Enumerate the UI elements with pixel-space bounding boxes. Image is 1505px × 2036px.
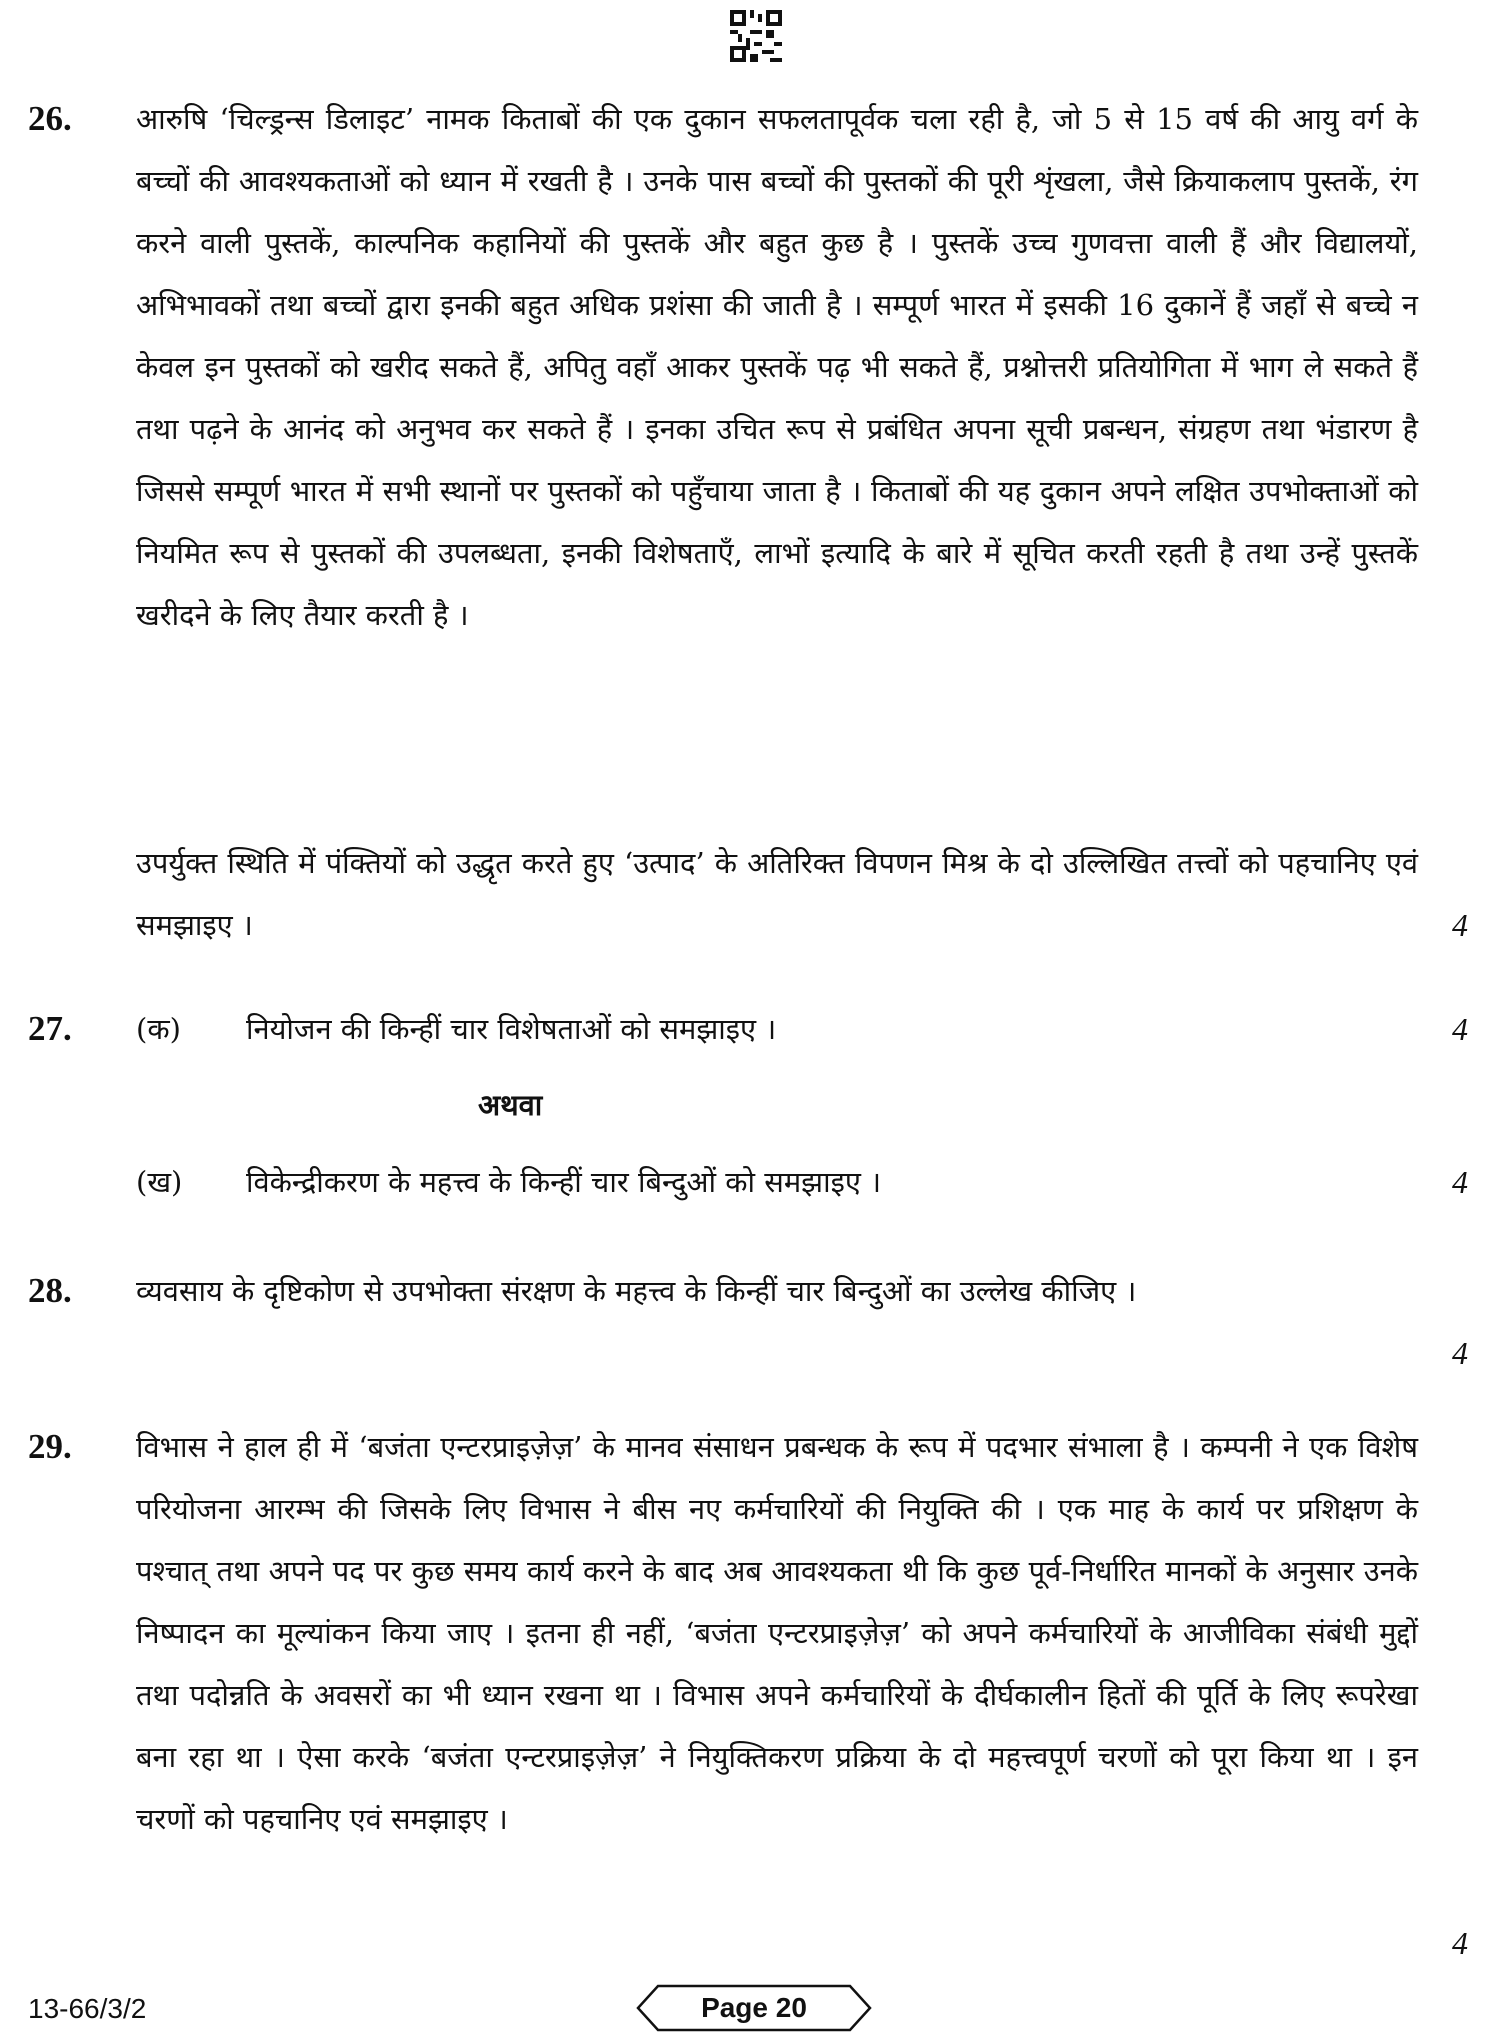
part-b-text: विकेन्द्रीकरण के महत्त्व के किन्हीं चार बिन्दुओं को समझाइए । [246,1165,882,1199]
question-26 [28,88,1468,958]
page-number-tag [636,1984,872,2032]
question-number: 27. [28,1009,72,1048]
marks: 4 [1452,1925,1468,1961]
marks: 4 [1452,1335,1468,1371]
question-text: आरुषि ‘चिल्ड्रन्स डिलाइट’ नामक किताबों की एक दुकान सफलतापूर्वक चला रही है, जो 5 से 15 वर्ष की आयु वर्ग के बच्चों की आवश्यकताओं को ध्यान में रखती है । उनके पास बच्चों की पुस्तकों की पूरी शृंखला, जैसे क्रियाकलाप पुस्तकें, रंग करने वाली पुस्तकें, काल्पनिक कहानियों की पुस्तकें और बहुत कुछ है । पुस्तकें उच्च गुणवत्ता वाली हैं और विद्यालयों, अभिभावकों तथा बच्चों द्वारा इनकी बहुत अधिक प्रशंसा की जाती है । सम्पूर्ण भारत में इसकी 16 दुकानें हैं जहाँ से बच्चे न केवल इन पुस्तकों को खरीद सकते हैं, अपितु वहाँ आकर पुस्तकें पढ़ भी सकते हैं, प्रश्नोत्तरी प्रतियोगिता में भाग ले सकते हैं तथा पढ़ने के आनंद को अनुभव कर सकते हैं । इनका उचित रूप से प्रबंधित अपना सूची प्रबन्धन, संग्रहण तथा भंडारण है जिससे सम्पूर्ण भारत में सभी स्थानों पर पुस्तकों को पहुँचाया जाता है । किताबों की यह दुकान अपने लक्षित उपभोक्ताओं को नियमित रूप से पुस्तकों की उपलब्धता, इनकी विशेषताएँ, लाभों इत्यादि के बारे में सूचित करती रहती है तथा उन्हें पुस्तकें खरीदने के लिए तैयार करती है । [136,102,1418,632]
question-29 [28,1416,1468,1976]
paper-code: 13-66/3/2 [28,1993,147,2024]
part-a-marks: 4 [1452,1011,1468,1047]
page-label: Page 20 [701,1992,807,2023]
or-label: अथवा [478,1088,543,1122]
question-number: 28. [28,1271,72,1310]
part-b-label: (ख) [136,1165,183,1199]
part-a-text: नियोजन की किन्हीं चार विशेषताओं को समझाइए । [246,1012,777,1046]
part-a-label: (क) [136,1012,181,1046]
marks: 4 [1452,907,1468,943]
question-number: 26. [28,99,72,138]
question-27 [28,998,1468,1218]
question-number: 29. [28,1427,72,1466]
question-text: व्यवसाय के दृष्टिकोण से उपभोक्ता संरक्षण के महत्त्व के किन्हीं चार बिन्दुओं का उल्लेख कीजिए । [136,1274,1137,1308]
qr-code [730,10,782,62]
question-prompt: उपर्युक्त स्थिति में पंक्तियों को उद्धृत करते हुए ‘उत्पाद’ के अतिरिक्त विपणन मिश्र के दो उल्लिखित तत्त्वों को पहचानिए एवं समझाइए । [136,846,1418,942]
question-text: विभास ने हाल ही में ‘बजंता एन्टरप्राइज़ेज़’ के मानव संसाधन प्रबन्धक के रूप में पदभार संभाला है । कम्पनी ने एक विशेष परियोजना आरम्भ की जिसके लिए विभास ने बीस नए कर्मचारियों की नियुक्ति की । एक माह के कार्य पर प्रशिक्षण के पश्चात् तथा अपने पद पर कुछ समय कार्य करने के बाद अब आवश्यकता थी कि कुछ पूर्व-निर्धारित मानकों के अनुसार उनके निष्पादन का मूल्यांकन किया जाए । इतना ही नहीं, ‘बजंता एन्टरप्राइज़ेज़’ को अपने कर्मचारियों के आजीविका संबंधी मुद्दों तथा पदोन्नति के अवसरों का भी ध्यान रखना था । विभास अपने कर्मचारियों के दीर्घकालीन हितों की पूर्ति के लिए रूपरेखा बना रहा था । ऐसा करके ‘बजंता एन्टरप्राइज़ेज़’ ने नियुक्तिकरण प्रक्रिया के दो महत्त्वपूर्ण चरणों को पूरा किया था । इन चरणों को पहचानिए एवं समझाइए । [136,1430,1418,1836]
part-b-marks: 4 [1452,1164,1468,1200]
question-28 [28,1260,1468,1386]
